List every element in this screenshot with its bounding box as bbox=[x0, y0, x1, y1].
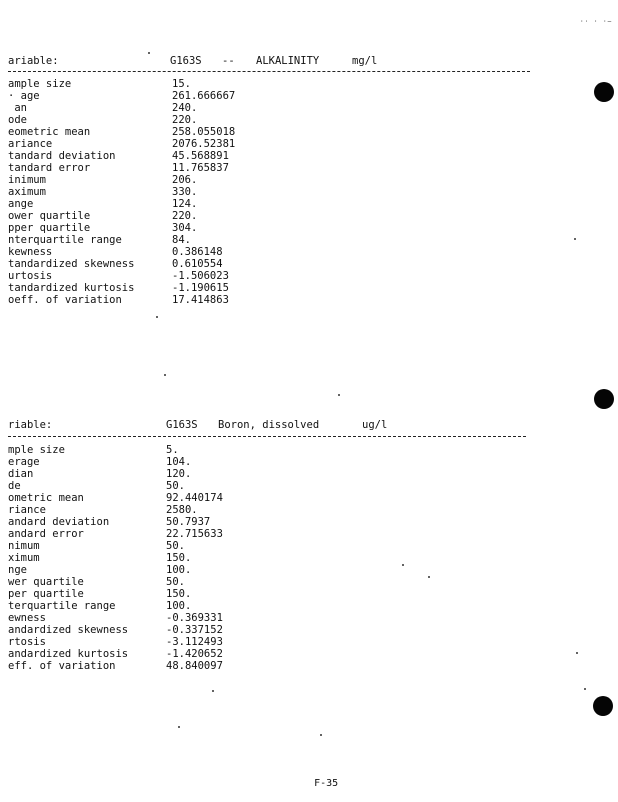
stat-value: 50. bbox=[166, 540, 185, 552]
stat-label: tandard deviation bbox=[8, 150, 116, 162]
scan-speck bbox=[338, 394, 340, 396]
stat-value: 17.414863 bbox=[172, 294, 229, 306]
stat-label: tandard error bbox=[8, 162, 91, 174]
stat-value: 120. bbox=[166, 468, 192, 480]
parameter-unit: ug/l bbox=[362, 419, 388, 431]
stat-label: andard error bbox=[8, 528, 84, 540]
stat-label: nge bbox=[8, 564, 27, 576]
header-divider bbox=[8, 436, 526, 437]
stat-row bbox=[0, 150, 618, 162]
scan-speck bbox=[584, 688, 586, 690]
stat-label: · age bbox=[8, 90, 40, 102]
scan-speck bbox=[156, 316, 158, 318]
parameter-unit: mg/l bbox=[352, 55, 378, 67]
stat-label: erage bbox=[8, 456, 40, 468]
stat-row bbox=[0, 660, 618, 672]
stat-label: andardized kurtosis bbox=[8, 648, 129, 660]
stat-label: nimum bbox=[8, 540, 40, 552]
section-header bbox=[0, 54, 618, 68]
stat-row bbox=[0, 648, 618, 660]
stat-label: andard deviation bbox=[8, 516, 110, 528]
stat-value: 50.7937 bbox=[166, 516, 211, 528]
stat-label: ewness bbox=[8, 612, 46, 624]
header-divider bbox=[8, 71, 530, 72]
corner-scan-mark: ·· · ·— bbox=[580, 18, 613, 25]
stat-row bbox=[0, 528, 618, 540]
stat-value: 100. bbox=[166, 564, 192, 576]
stat-value: 15. bbox=[172, 78, 191, 90]
stat-label: dian bbox=[8, 468, 34, 480]
stat-value: 206. bbox=[172, 174, 198, 186]
stat-value: 50. bbox=[166, 480, 185, 492]
stat-value: -0.337152 bbox=[166, 624, 223, 636]
stat-row bbox=[0, 468, 618, 480]
stat-label: mple size bbox=[8, 444, 65, 456]
stat-label: ange bbox=[8, 198, 34, 210]
stat-row bbox=[0, 588, 618, 600]
stat-value: 22.715633 bbox=[166, 528, 223, 540]
stat-label: rtosis bbox=[8, 636, 46, 648]
stat-row bbox=[0, 234, 618, 246]
stat-value: 2580. bbox=[166, 504, 198, 516]
stat-value: 104. bbox=[166, 456, 192, 468]
scan-speck bbox=[212, 690, 214, 692]
stat-label: ower quartile bbox=[8, 210, 91, 222]
stat-label: kewness bbox=[8, 246, 53, 258]
stat-row bbox=[0, 480, 618, 492]
scan-speck bbox=[164, 374, 166, 376]
stat-value: 258.055018 bbox=[172, 126, 236, 138]
header-separator: -- bbox=[222, 55, 235, 67]
stat-label: ximum bbox=[8, 552, 40, 564]
stat-label: de bbox=[8, 480, 21, 492]
stat-label: nterquartile range bbox=[8, 234, 122, 246]
stat-row bbox=[0, 102, 618, 114]
stat-value: 220. bbox=[172, 210, 198, 222]
stat-row bbox=[0, 198, 618, 210]
punch-hole bbox=[594, 389, 614, 409]
stat-label: inimum bbox=[8, 174, 46, 186]
stat-label: ample size bbox=[8, 78, 72, 90]
stat-row bbox=[0, 492, 618, 504]
stat-value: -1.506023 bbox=[172, 270, 229, 282]
stat-label: ode bbox=[8, 114, 27, 126]
stat-row bbox=[0, 174, 618, 186]
station-id: G163S bbox=[170, 55, 202, 67]
stat-value: 92.440174 bbox=[166, 492, 223, 504]
stat-row bbox=[0, 186, 618, 198]
stat-value: 240. bbox=[172, 102, 198, 114]
stat-value: -1.190615 bbox=[172, 282, 229, 294]
stat-row bbox=[0, 126, 618, 138]
stat-row bbox=[0, 600, 618, 612]
stat-row bbox=[0, 516, 618, 528]
stat-label: eff. of variation bbox=[8, 660, 116, 672]
stat-value: -3.112493 bbox=[166, 636, 223, 648]
parameter-name: Boron, dissolved bbox=[218, 419, 320, 431]
stat-label: riance bbox=[8, 504, 46, 516]
scan-speck bbox=[402, 564, 404, 566]
stat-row bbox=[0, 612, 618, 624]
stat-value: 261.666667 bbox=[172, 90, 236, 102]
scan-speck bbox=[178, 726, 180, 728]
parameter-name: ALKALINITY bbox=[256, 55, 320, 67]
stat-value: 150. bbox=[166, 552, 192, 564]
variable-label: riable: bbox=[8, 419, 53, 431]
stat-value: 0.386148 bbox=[172, 246, 223, 258]
punch-hole bbox=[593, 696, 613, 716]
stat-label: pper quartile bbox=[8, 222, 91, 234]
stat-row bbox=[0, 540, 618, 552]
stat-value: 124. bbox=[172, 198, 198, 210]
stat-row bbox=[0, 270, 618, 282]
stat-value: 11.765837 bbox=[172, 162, 229, 174]
stat-value: 48.840097 bbox=[166, 660, 223, 672]
stat-row bbox=[0, 624, 618, 636]
stat-label: andardized skewness bbox=[8, 624, 129, 636]
stat-row bbox=[0, 564, 618, 576]
variable-label: ariable: bbox=[8, 55, 59, 67]
scan-speck bbox=[320, 734, 322, 736]
page-number: F-35 bbox=[314, 778, 339, 789]
stat-value: 330. bbox=[172, 186, 198, 198]
stat-row bbox=[0, 456, 618, 468]
stat-value: 5. bbox=[166, 444, 179, 456]
stat-row bbox=[0, 444, 618, 456]
stat-label: oeff. of variation bbox=[8, 294, 122, 306]
punch-hole bbox=[594, 82, 614, 102]
stat-label: ariance bbox=[8, 138, 53, 150]
stat-row bbox=[0, 222, 618, 234]
stat-row bbox=[0, 552, 618, 564]
stat-value: -1.420652 bbox=[166, 648, 223, 660]
stat-value: 100. bbox=[166, 600, 192, 612]
scan-speck bbox=[428, 576, 430, 578]
stat-value: 150. bbox=[166, 588, 192, 600]
stat-label: eometric mean bbox=[8, 126, 91, 138]
stat-value: 2076.52381 bbox=[172, 138, 236, 150]
section-header bbox=[0, 418, 618, 432]
scan-speck bbox=[574, 238, 576, 240]
stat-row bbox=[0, 246, 618, 258]
stat-label: wer quartile bbox=[8, 576, 84, 588]
stat-value: 304. bbox=[172, 222, 198, 234]
stat-row bbox=[0, 282, 618, 294]
stat-row bbox=[0, 138, 618, 150]
stat-row bbox=[0, 90, 618, 102]
stat-row bbox=[0, 210, 618, 222]
stat-label: urtosis bbox=[8, 270, 53, 282]
stat-row bbox=[0, 258, 618, 270]
stat-value: 84. bbox=[172, 234, 191, 246]
stat-row bbox=[0, 576, 618, 588]
stat-row bbox=[0, 162, 618, 174]
station-id: G163S bbox=[166, 419, 198, 431]
stat-row bbox=[0, 636, 618, 648]
stats-table bbox=[0, 78, 618, 306]
stat-row bbox=[0, 294, 618, 306]
stat-value: 220. bbox=[172, 114, 198, 126]
stat-label: tandardized kurtosis bbox=[8, 282, 135, 294]
stat-value: 0.610554 bbox=[172, 258, 223, 270]
stat-label: per quartile bbox=[8, 588, 84, 600]
stat-row bbox=[0, 114, 618, 126]
scan-speck bbox=[576, 652, 578, 654]
stat-row bbox=[0, 504, 618, 516]
stat-label: aximum bbox=[8, 186, 46, 198]
stat-value: 50. bbox=[166, 576, 185, 588]
page-footer bbox=[290, 766, 338, 802]
scan-speck bbox=[148, 52, 150, 54]
stat-value: -0.369331 bbox=[166, 612, 223, 624]
stats-table bbox=[0, 444, 618, 672]
stat-label: tandardized skewness bbox=[8, 258, 135, 270]
stat-label: an bbox=[8, 102, 27, 114]
stat-label: ometric mean bbox=[8, 492, 84, 504]
stat-label: terquartile range bbox=[8, 600, 116, 612]
stat-row bbox=[0, 78, 618, 90]
stat-value: 45.568891 bbox=[172, 150, 229, 162]
